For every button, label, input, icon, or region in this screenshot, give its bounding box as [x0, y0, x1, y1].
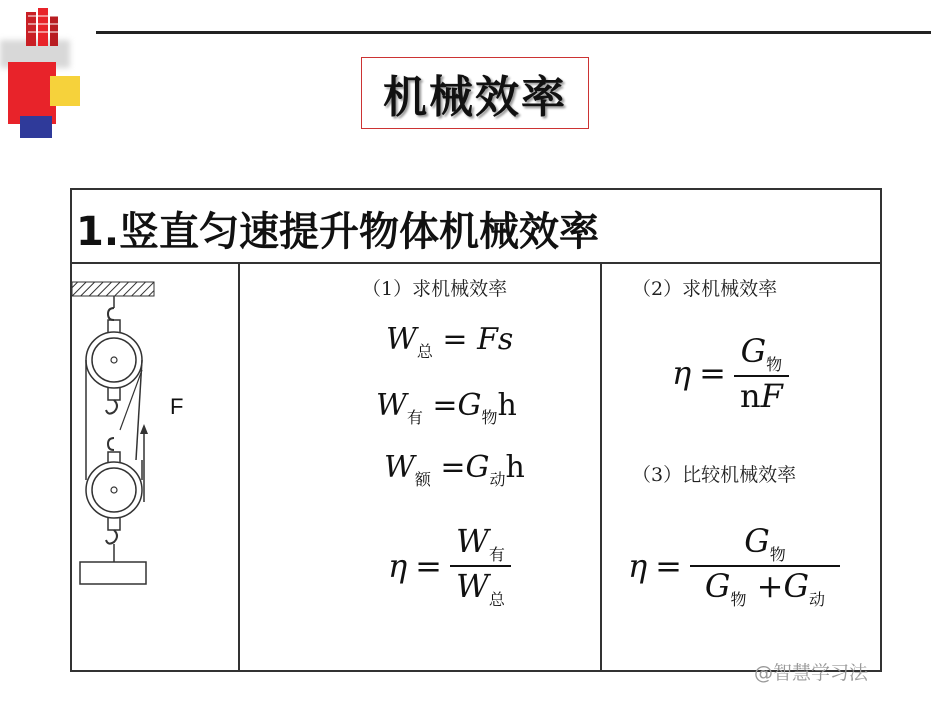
watermark — [754, 658, 868, 685]
header-rule — [96, 31, 931, 34]
equation-efficiency-2: η = $\frac{G_物}{nF}$ — [672, 332, 789, 415]
equation-total-work: $W_总 = Fs$ — [386, 322, 514, 361]
fraction-2: $\frac{G_物}{nF}$ — [734, 332, 789, 415]
column-divider-2 — [600, 262, 602, 670]
equation-extra-work: $W_额 =G_动h$ — [384, 450, 525, 489]
watermark-text: @智慧学习法 — [754, 662, 869, 684]
logo-yellow-block — [50, 76, 80, 106]
fraction-1: $\frac{W_有}{W_总}$ — [450, 522, 511, 610]
equation-efficiency-3: η = $\frac{G_物}{G_物 +G_动}$ — [628, 522, 840, 610]
logo-blue-block — [20, 116, 52, 138]
subtitle-2: （2）求机械效率 — [632, 278, 778, 300]
subtitle-1: （1）求机械效率 — [362, 278, 508, 300]
logo-red-block — [8, 62, 56, 124]
pulley-diagram — [72, 270, 192, 590]
title-box — [361, 57, 589, 129]
logo-tower-icon — [22, 6, 66, 46]
subtitle-3: （3）比较机械效率 — [632, 464, 797, 486]
page-title: 机械效率 — [383, 72, 567, 123]
force-label: F — [170, 394, 184, 419]
equation-useful-work: $W_有 =G_物h$ — [376, 388, 517, 427]
section-heading: 1.竖直匀速提升物体机械效率 — [76, 209, 600, 255]
equation-efficiency-1: η = $\frac{W_有}{W_总}$ — [388, 522, 511, 610]
heading-divider — [72, 262, 880, 264]
column-divider-1 — [238, 262, 240, 670]
fraction-3: $\frac{G_物}{G_物 +G_动}$ — [690, 522, 840, 610]
